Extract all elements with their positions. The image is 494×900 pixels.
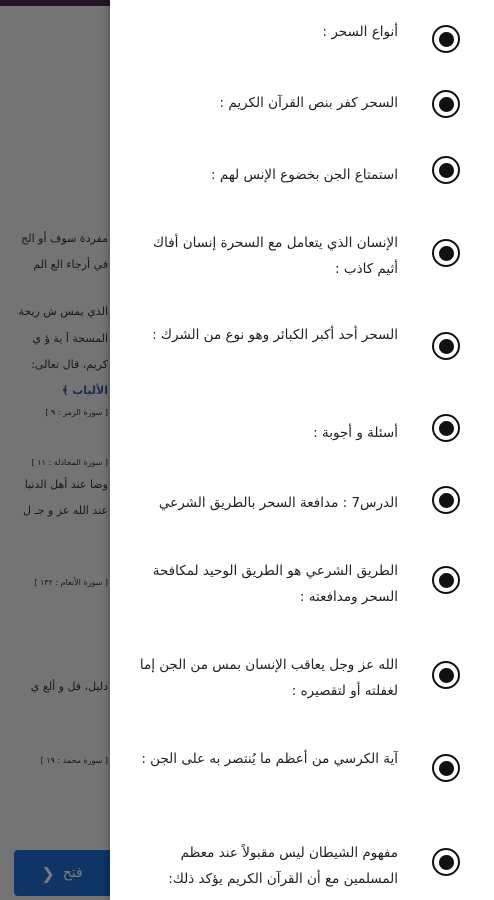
drawer-item-label: أنواع السحر :: [322, 24, 398, 40]
radio-selected-icon[interactable]: [432, 848, 460, 876]
radio-selected-icon[interactable]: [432, 156, 460, 184]
drawer-item-label: الله عز وجل يعاقب الإنسان بمس من الجن إما لغفلته أو لتقصيره :: [139, 657, 398, 699]
drawer-item-label: استمتاع الجن بخضوع الإنس لهم :: [211, 167, 398, 183]
drawer-item[interactable]: [110, 84, 494, 124]
drawer-item-label: آية الكرسي من أعظم ما يُنتصر به على الجن :: [141, 751, 398, 767]
drawer-item[interactable]: [110, 156, 494, 196]
radio-selected-icon[interactable]: [432, 486, 460, 514]
drawer-item-label: الدرس7 : مدافعة السحر بالطريق الشرعي: [158, 495, 398, 511]
drawer-item[interactable]: [110, 838, 494, 898]
drawer-item[interactable]: [110, 12, 494, 52]
radio-selected-icon[interactable]: [432, 25, 460, 53]
drawer-item[interactable]: [110, 228, 494, 288]
drawer-item[interactable]: [110, 744, 494, 804]
drawer-item-label: السحر أحد أكبر الكبائر وهو نوع من الشرك :: [152, 327, 398, 343]
drawer-item[interactable]: [110, 650, 494, 710]
drawer-item[interactable]: [110, 484, 494, 524]
radio-selected-icon[interactable]: [432, 239, 460, 267]
drawer-scrim[interactable]: [0, 0, 110, 900]
drawer-item-label: مفهوم الشيطان ليس مقبولاً عند معظم المسلمين مع أن القرآن الكريم يؤكد ذلك:: [168, 845, 398, 887]
open-button: [14, 850, 124, 896]
drawer-item[interactable]: [110, 412, 494, 452]
drawer-item-label: أسئلة و أجوبة :: [313, 425, 398, 441]
navigation-drawer: [110, 0, 494, 900]
background-page: [0, 0, 110, 900]
radio-selected-icon[interactable]: [432, 754, 460, 782]
radio-selected-icon[interactable]: [432, 661, 460, 689]
drawer-item-label: الطريق الشرعي هو الطريق الوحيد لمكافحة السحر ومدافعته :: [152, 563, 398, 605]
drawer-item[interactable]: [110, 318, 494, 378]
drawer-item-label: السحر كفر بنص القرآن الكريم :: [219, 95, 398, 111]
drawer-item[interactable]: [110, 556, 494, 616]
radio-selected-icon[interactable]: [432, 332, 460, 360]
drawer-item-label: الإنسان الذي يتعامل مع السحرة إنسان أفاك أثيم كاذب :: [152, 235, 398, 277]
radio-selected-icon[interactable]: [432, 90, 460, 118]
radio-selected-icon[interactable]: [432, 566, 460, 594]
radio-selected-icon[interactable]: [432, 414, 460, 442]
